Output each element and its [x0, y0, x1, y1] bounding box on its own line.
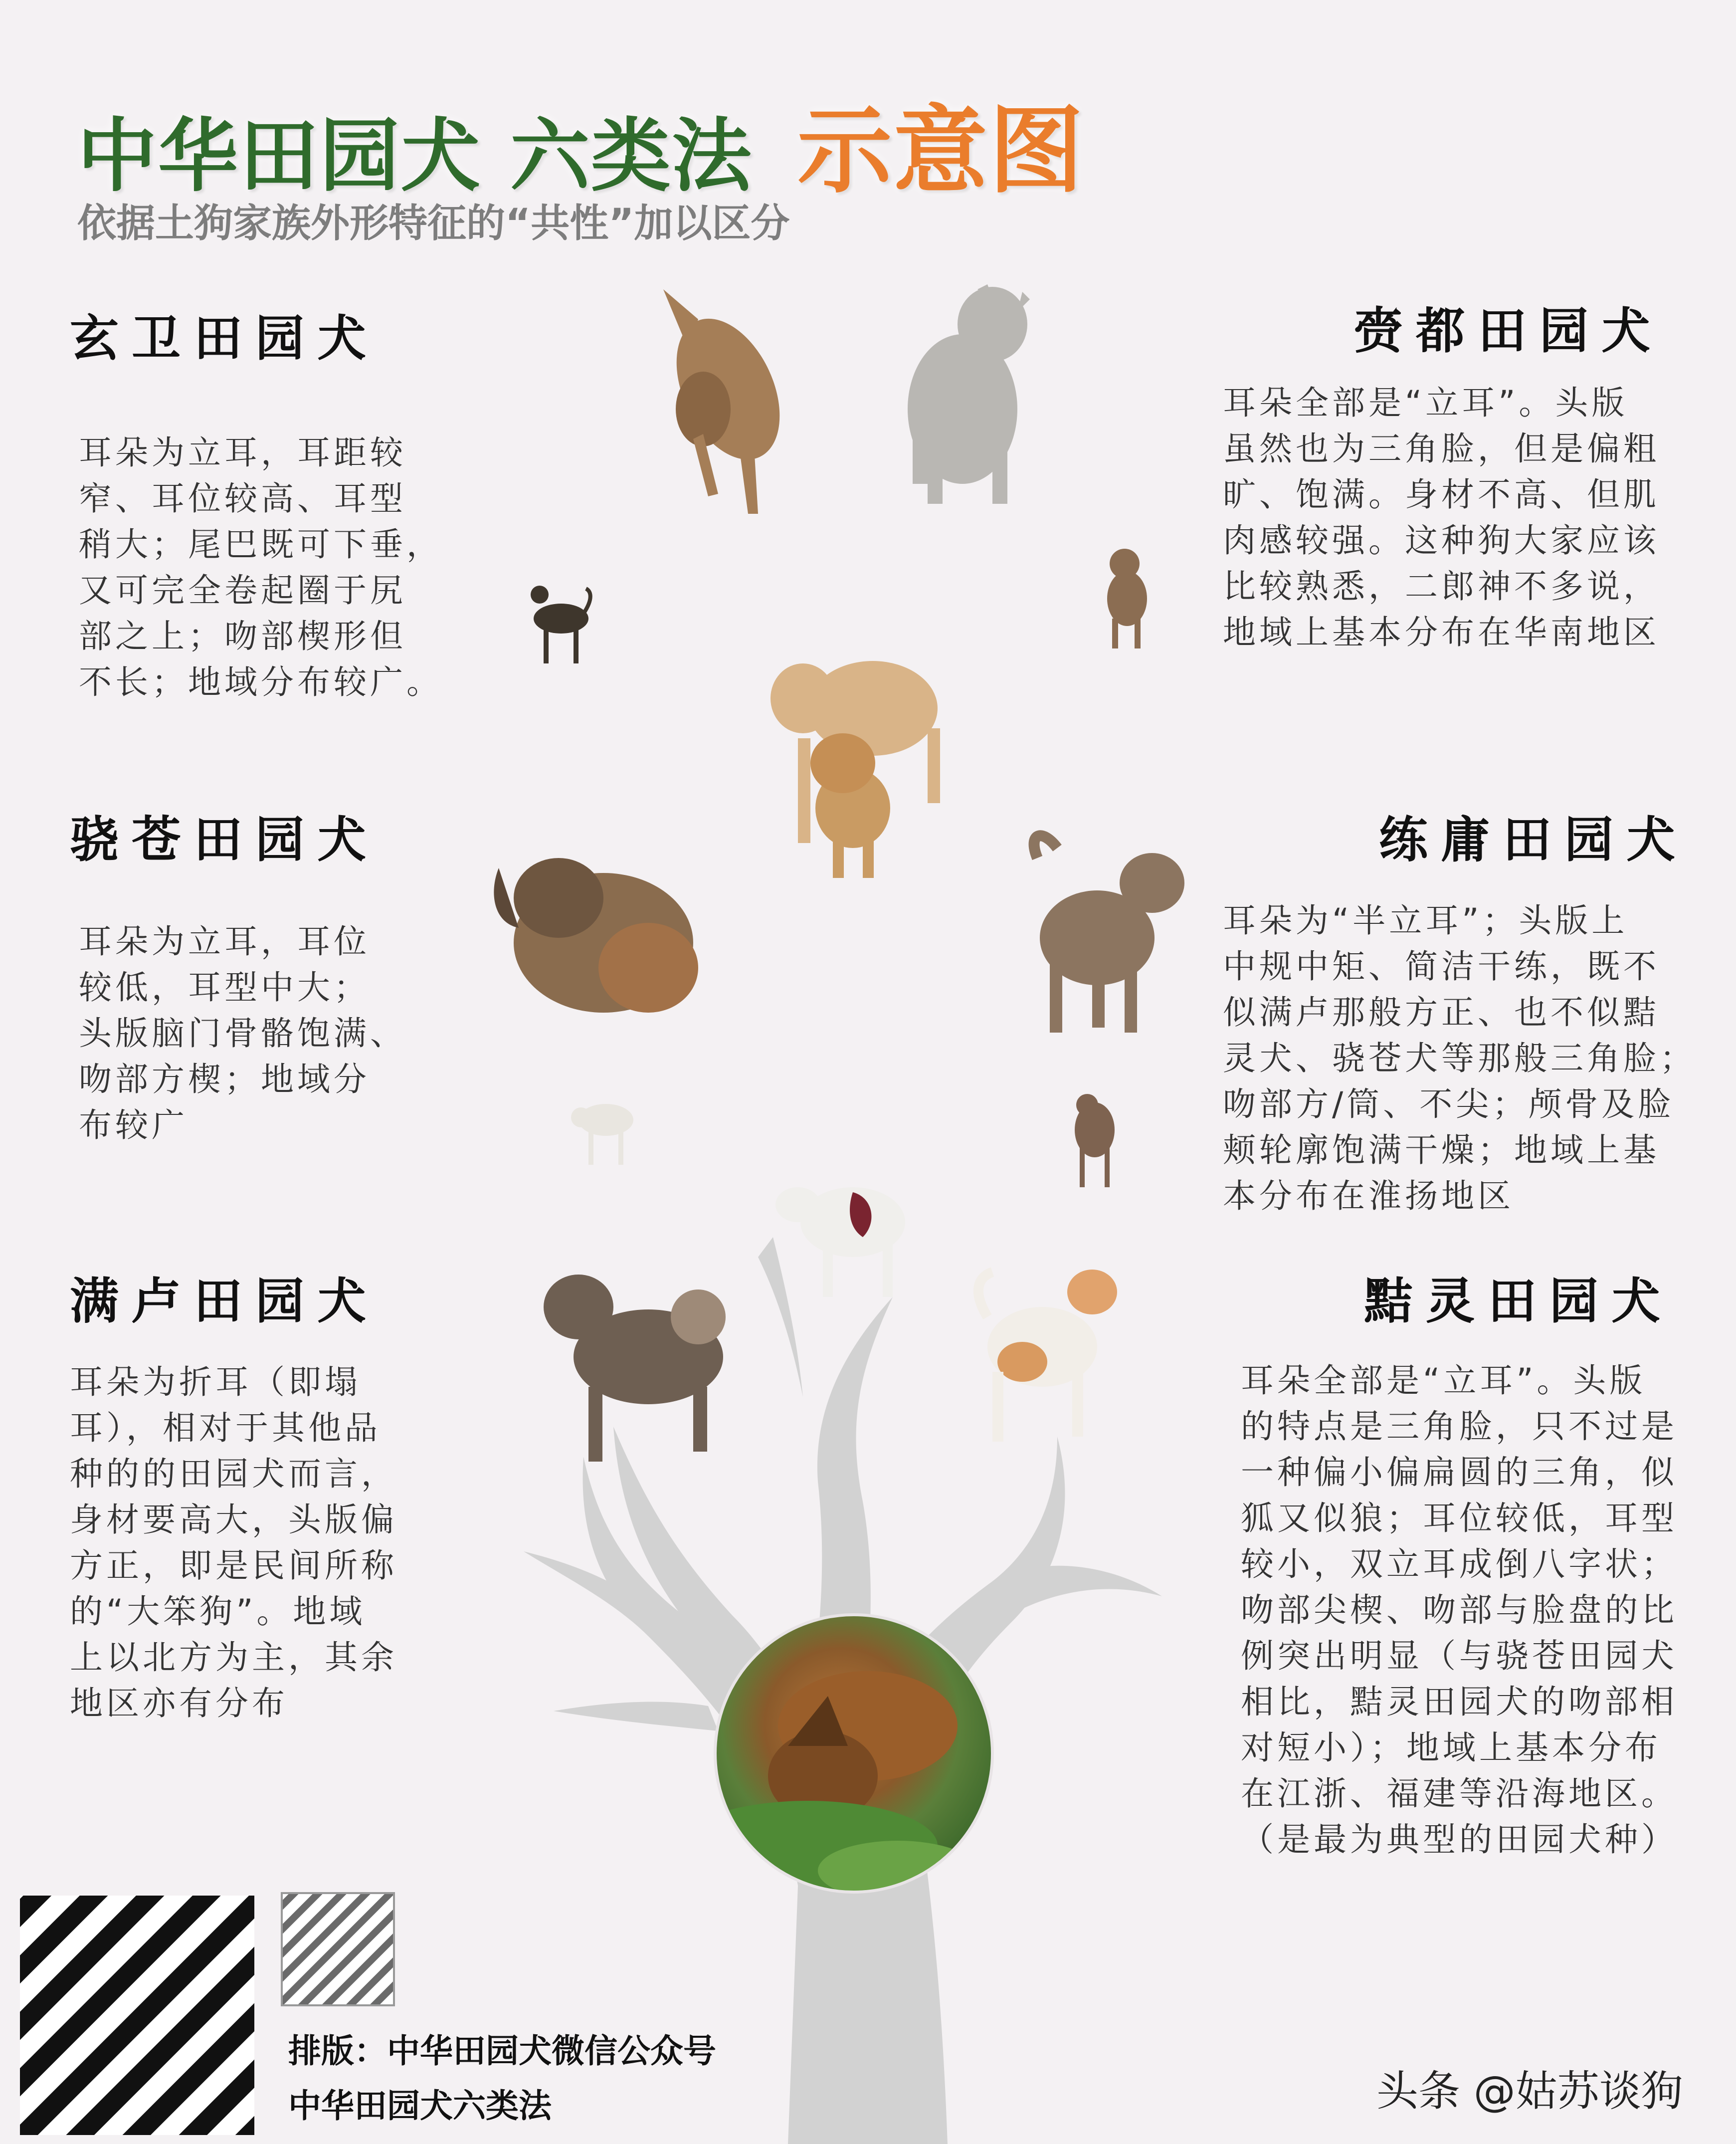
- breed-heading-xiaocang: 骁苍田园犬: [70, 812, 380, 868]
- dog-image-6: [494, 858, 698, 1013]
- dog-images: [494, 284, 1184, 1462]
- footer-credit: 排版：中华田园犬微信公众号: [288, 2032, 716, 2070]
- qr-block-small: [282, 1893, 394, 2005]
- breed-heading-gandu: 赍都田园犬: [1354, 303, 1664, 360]
- dog-image-1: [656, 289, 800, 514]
- breed-desc-gandu: 耳朵全部是“立耳”。头版 虽然也为三角脸，但是偏粗 旷、饱满。身材不高、但肌 肉感较强。这种狗大家应该 比较熟悉，二郎神不多说， 地域上基本分布在华南地区: [1223, 384, 1660, 651]
- dog-image-10: [775, 1187, 905, 1297]
- breed-desc-xuanwei: 耳朵为立耳，耳距较 窄、耳位较高、耳型 稍大；尾巴既可下垂， 又可完全卷起圈于尻 部之上；吻部楔形但 不长；地域分布较广。: [79, 433, 443, 701]
- title-main: 中华田园犬 六类法: [77, 109, 753, 203]
- dog-image-7: [1034, 836, 1184, 1033]
- breed-desc-lianyong: 耳朵为“半立耳”；头版上 中规中矩、简洁干练，既不 似满卢那般方正、也不似黠 灵犬、骁苍犬等那般三角脸； 吻部方/筒、不尖；颅骨及脸 颊轮廓饱满干燥；地域上基 本分布在淮扬地区: [1223, 901, 1696, 1215]
- dog-image-4: [1107, 549, 1147, 648]
- breed-desc-xiaocang: 耳朵为立耳，耳位 较低，耳型中大； 头版脑门骨骼饱满、 吻部方楔；地域分 布较广: [79, 922, 406, 1144]
- title-highlight: 示意图: [797, 96, 1085, 206]
- dog-image-11: [544, 1275, 726, 1462]
- dog-image-2: [908, 284, 1030, 504]
- breed-desc-manlu: 耳朵为折耳（即塌 耳），相对于其他品 种的的田园犬而言， 身材要高大，头版偏 方正，即是民间所称 的“大笨狗”。地域 上以北方为主，其余 地区亦有分布: [70, 1363, 397, 1722]
- breed-heading-manlu: 满卢田园犬: [70, 1273, 380, 1330]
- footer-series: 中华田园犬六类法: [288, 2087, 552, 2125]
- dog-image-12: [978, 1270, 1117, 1442]
- breed-heading-xuanwei: 玄卫田园犬: [70, 310, 380, 367]
- dog-image-8: [571, 1104, 633, 1165]
- breed-heading-xialing: 黠灵田园犬: [1364, 1273, 1674, 1330]
- page-subtitle: 依据土狗家族外形特征的“共性”加以区分: [77, 201, 790, 246]
- dog-image-3: [531, 586, 590, 663]
- qr-block-large: [20, 1896, 254, 2135]
- breed-desc-xialing: 耳朵全部是“立耳”。头版 的特点是三角脸，只不过是 一种偏小偏扁圆的三角，似 狐又似狼；耳位较低，耳型 较小，双立耳成倒八字状； 吻部尖楔、吻部与脸盘的比 例突出明显（与骁苍田园犬 相比，黠灵田园犬的吻部相 对短小）；地域上基本分布 在江浙、福建等沿海地区。 （是最为典型的田园犬种）: [1241, 1361, 1678, 1859]
- breed-heading-lianyong: 练庸田园犬: [1379, 812, 1689, 868]
- dog-image-5: [771, 661, 940, 878]
- page-title: [77, 75, 1085, 211]
- dog-image-9: [1075, 1094, 1115, 1187]
- watermark: 头条 @姑苏谈狗: [1376, 2067, 1683, 2116]
